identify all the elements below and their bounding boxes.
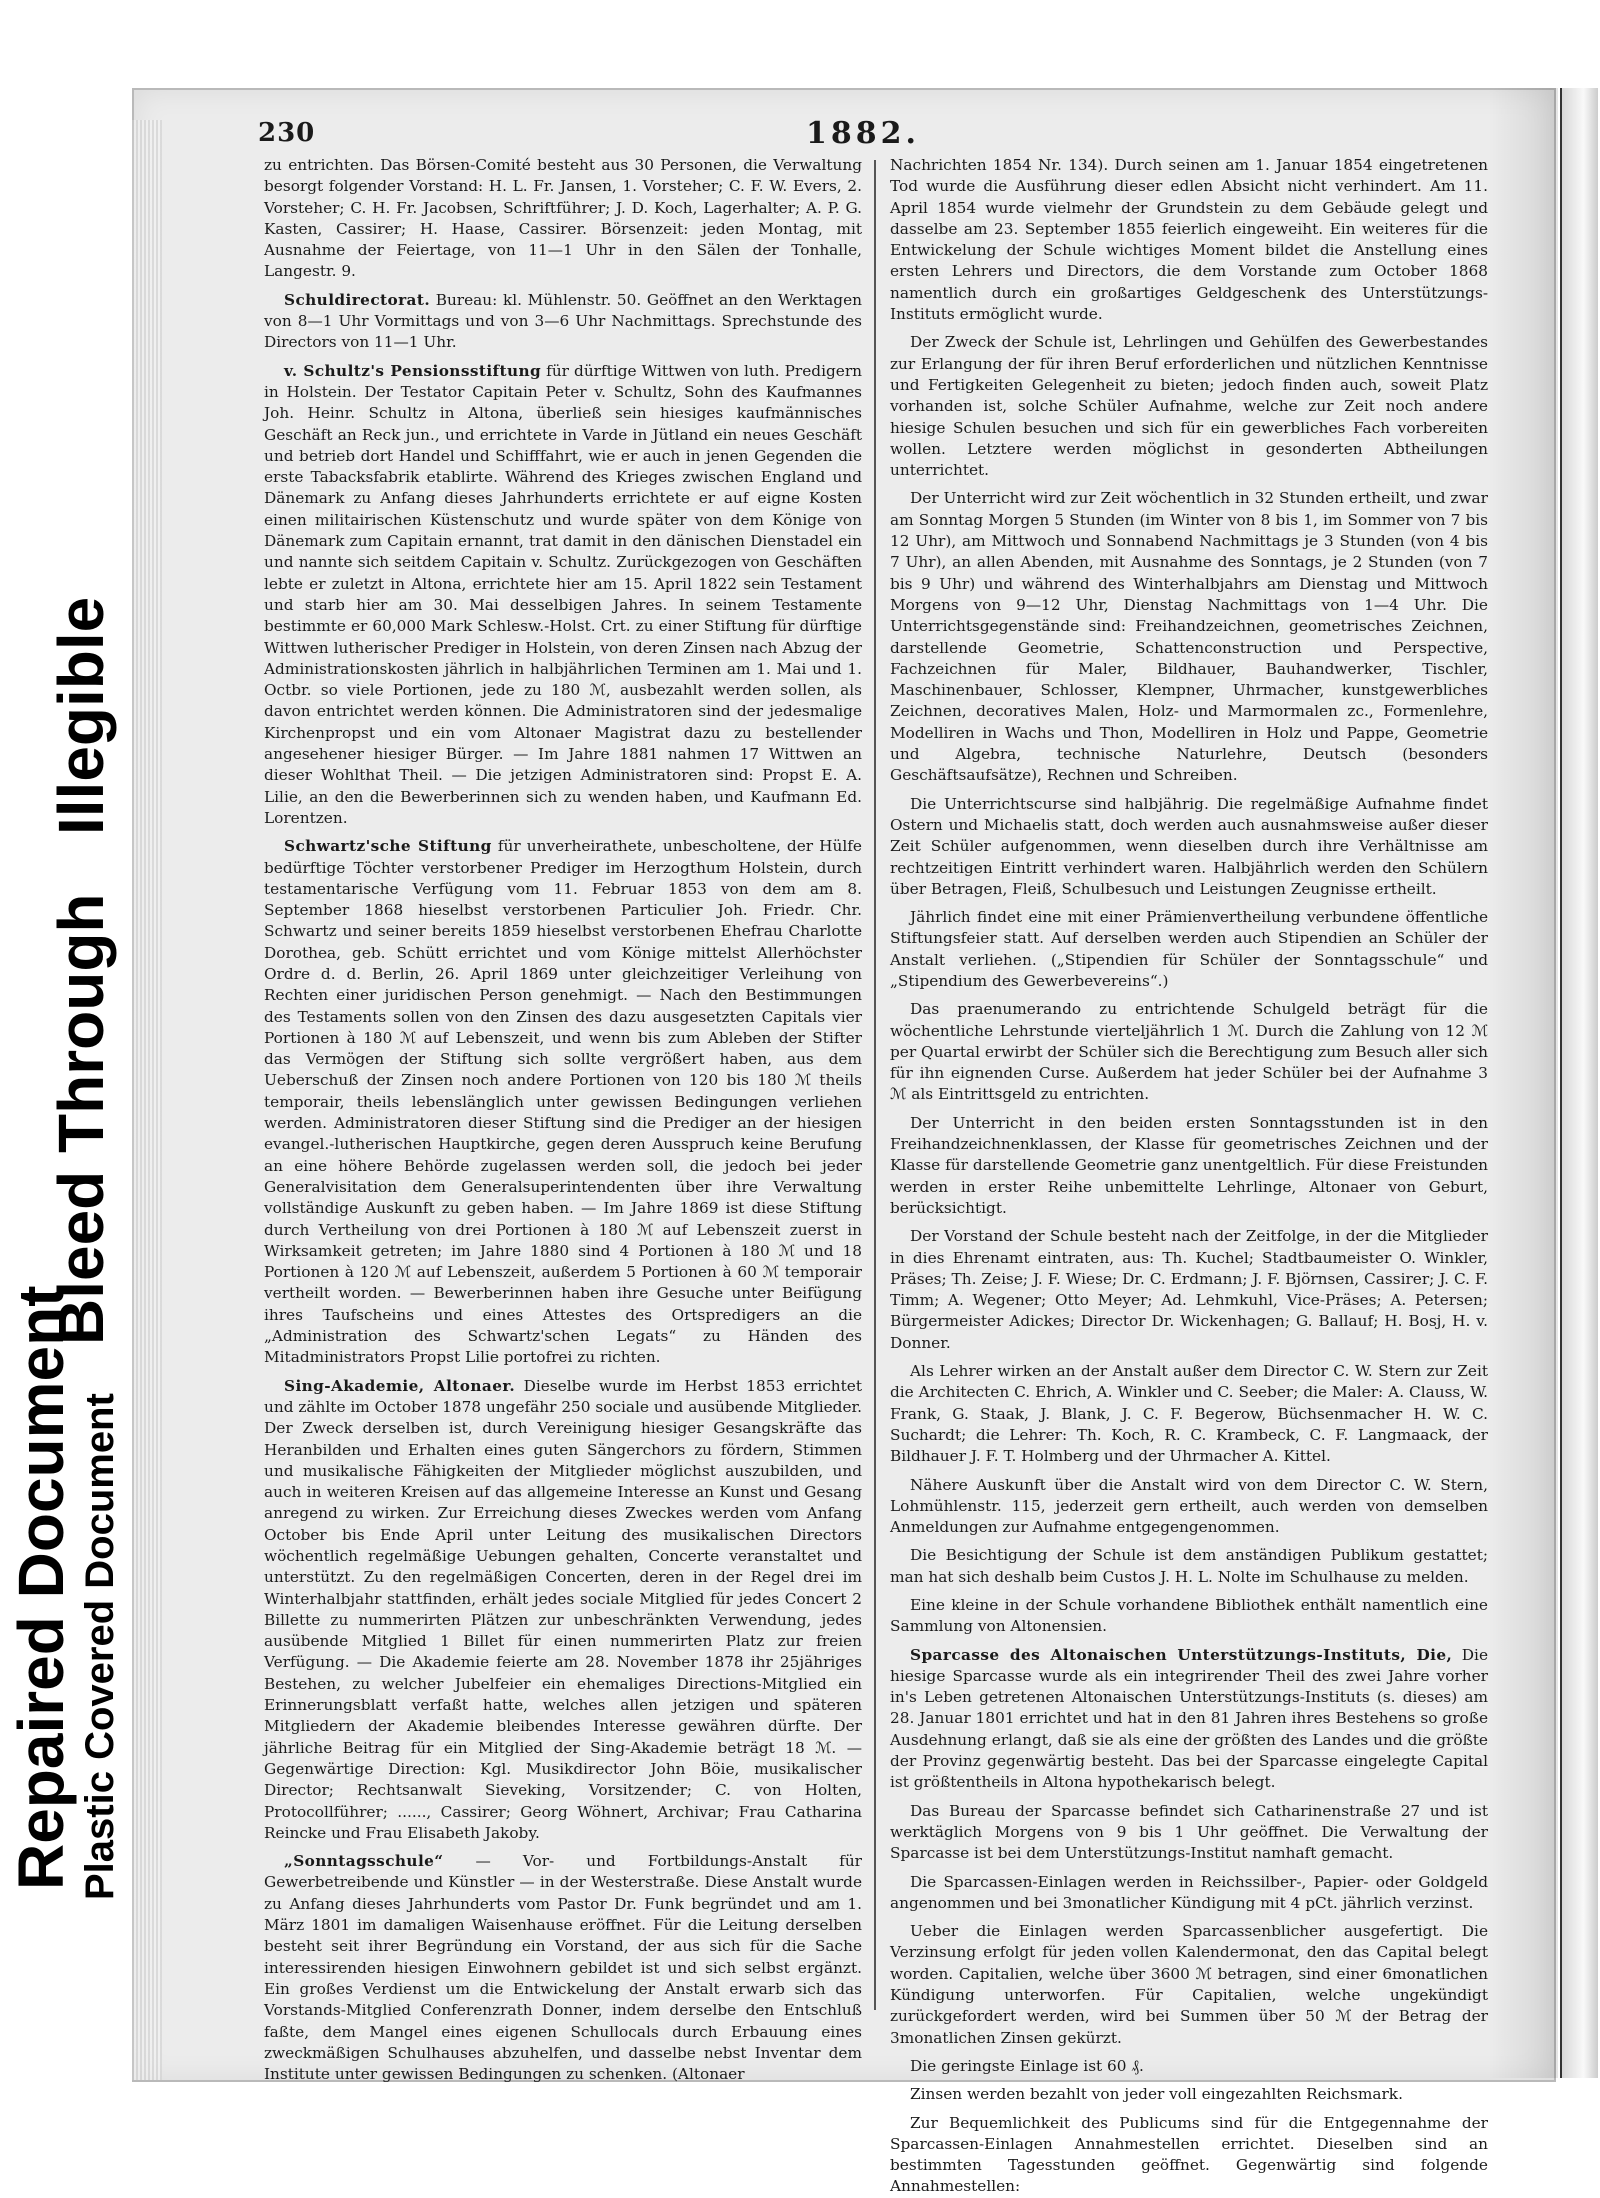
right-para-15: Die Sparcassen-Einlagen werden in Reichssilber-, Papier- oder Goldgeld angenommen und bei 3monatlicher Kündigung mit 4 pCt. jährlich verzinst. bbox=[890, 1872, 1488, 1912]
right-para-17: Die geringste Einlage ist 60 ₰. bbox=[910, 2056, 1144, 2075]
schuldirectorat-text: Bureau: kl. Mühlenstr. 50. Geöffnet an den Werktagen von 8—1 Uhr Vormittags und von 3—6 Uhr Nachmittags. Sprechstunde des Directors von 11—1 Uhr. bbox=[264, 290, 862, 352]
schwartz-text: für unverheirathete, unbescholtene, der Hülfe bedürftige Töchter verstorbener Prediger im Herzogthum Holstein, durch testamentarische Verfügung vom 11. Februar 1853 von dem am 8. September 1868 hieselbst verstorbenen Particulier Joh. Friedr. Chr. Schwartz und seiner bereits 1859 hieselbst verstorbenen Ehefrau Charlotte Dorothea, geb. Schütt errichtet und vom Könige mittelst Allerhöchster Ordre d. d. Berlin, 26. April 1869 unter gleichzeitiger Verleihung von Rechten einer juridischen Person genehmigt. — Nach den Bestimmungen des Testaments sollen von den Zinsen des dazu ausgesetzten Capitals vier Portionen à 180 ℳ auf Lebenszeit, und wenn bis zum Ableben der Stifter das Vermögen der Stiftung sich sollte vergrößert haben, aus dem Ueberschuß der Zinsen noch andere Portionen von 120 bis 180 ℳ theils temporair, theils lebenslänglich unter gewissen Bedingungen verliehen werden. Administratoren dieser Stiftung sind die Prediger an der hiesigen evangel.-lutherischen Hauptkirche, gegen deren Ausspruch keine Berufung an eine höhere Behörde zugelassen werden soll, die jedoch bei jeder Generalvisitation dem Generalsuperintendenten über ihre Verwaltung vollständige Auskunft zu geben haben. — Im Jahre 1869 ist diese Stiftung durch Vertheilung von drei Portionen à 180 ℳ auf Lebenszeit zuerst in Wirksamkeit getreten; im Jahre 1880 sind 4 Portionen à 180 ℳ und 18 Portionen à 120 ℳ auf Lebenszeit, außerdem 5 Portionen à 60 ℳ temporair vertheilt worden. — Bewerberinnen haben ihre Gesuche unter Beifügung ihres Taufscheins und eines Attestes des Ortspredigers an die „Administration des Schwartz'schen Legats“ zu Händen des Mitadministrators Propst Lilie portofrei zu richten. bbox=[264, 837, 862, 1367]
schultz-text: für dürftige Wittwen von luth. Predigern in Holstein. Der Testator Capitain Peter v. Schultz, Sohn des Kaufmannes Joh. Heinr. Schultz in Altona, überließ sein hiesiges kaufmännisches Geschäft an Reck jun., und errichtete in Varde in Jütland ein neues Geschäft und betrieb dort Handel und Schifffahrt, wie er auch in jenen Gegenden die erste Tabacksfabrik etablirte. Während des Krieges zwischen England und Dänemark zu Anfang dieses Jahrhunderts errichtete er auf eigne Kosten einen militairischen Küstenschutz und wurde später von dem Könige von Dänemark zum Capitain ernannt, trat damit in den dänischen Dienstadel ein und nannte sich seitdem Capitain v. Schultz. Zurückgezogen von Geschäften lebte er zuletzt in Altona, errichtete hier am 15. April 1822 sein Testament und starb hier am 30. Mai desselbigen Jahres. In seinem Testamente bestimmte er 60,000 Mark Schlesw.-Holst. Crt. zu einer Stiftung für dürftige Wittwen lutherischer Prediger in Holstein, von deren Zinsen nach Abzug der Administrationskosten jährlich in halbjährlichen Terminen am 1. Mai und 1. Octbr. so viele Portionen, jede zu 180 ℳ, ausbezahlt werden sollen, als davon entrichtet werden können. Die Administratoren sind der jedesmalige Kirchenpropst und ein vom Altonaer Magistrat dazu zu bestellender angesehener hiesiger Bürger. — Im Jahre 1881 nahmen 17 Wittwen an dieser Wohlthat Theil. — Die jetzigen Administratoren sind: Propst E. A. Lilie, an den die Bewerberinnen sich zu wenden haben, und Kaufmann Ed. Lorentzen. bbox=[264, 361, 862, 827]
page-stack-edges bbox=[132, 120, 162, 2080]
right-para-3: Der Unterricht wird zur Zeit wöchentlich in 32 Stunden ertheilt, und zwar am Sonntag Morgen 5 Stunden (im Winter von 8 bis 1, im Sommer von 7 bis 12 Uhr), am Mittwoch und Sonnabend Nachmittags je 3 Stunden (von 4 bis 7 Uhr), an allen Abenden, mit Ausnahme des Sonntags, je 2 Stunden (von 7 bis 9 Uhr) und während des Winterhalbjahrs am Dienstag und Mittwoch Morgens von 9—12 Uhr, Dienstag Nachmittags von 1—4 Uhr. Die Unterrichtsgegenstände sind: Freihandzeichnen, geometrisches Zeichnen, darstellende Geometrie, Schattenconstruction und Perspective, Fachzeichnen für Maler, Bildhauer, Bauhandwerker, Tischler, Maschinenbauer, Schlosser, Klempner, Uhrmacher, kunstgewerbliches Zeichnen, decoratives Malen, Holz- und Marmormalen zc., Formenlehre, Modelliren in Wachs und Thon, Modelliren in Holz und Pappe, Geometrie und Algebra, technische Naturlehre, Deutsch (besonders Geschäftsaufsätze), Rechnen und Schreiben. bbox=[890, 489, 1488, 785]
sonntagsschule-heading: „Sonntagsschule“ bbox=[284, 1852, 444, 1871]
right-para-18: Zinsen werden bezahlt von jeder voll eingezahlten Reichsmark. bbox=[910, 2085, 1403, 2104]
right-para-5: Jährlich findet eine mit einer Prämienvertheilung verbundene öffentliche Stiftungsfeier statt. Auf derselben werden auch Stipendien an Schüler der Anstalt verliehen. („Stipendien für Schüler der Sonntagsschule“ und „Stipendium des Gewerbevereins“.) bbox=[890, 908, 1488, 990]
schultz-heading: v. Schultz's Pensionsstiftung bbox=[284, 361, 542, 380]
illegible-label: Illegible bbox=[45, 596, 117, 835]
sing-akademie-text: Dieselbe wurde im Herbst 1853 errichtet und zählte im October 1878 ungefähr 250 sociale und ausübende Mitglieder. Der Zweck derselben ist, durch Vereinigung hiesiger Gesangskräfte das Heranbilden und Erhalten eines guten Sängerchors zu fördern, Stimmen und musikalische Fähigkeiten der Mitglieder möglichst auszubilden, und auch in weiteren Kreisen auf das allgemeine Interesse an Kunst und Gesang anregend zu wirken. Zur Erreichung dieses Zweckes werden vom Anfang October bis Ende April unter Leitung des musikalischen Directors wöchentlich regelmäßige Uebungen gehalten, Concerte veranstaltet und unterstützt. Zu den regelmäßigen Concerten, deren in der Regel drei im Winterhalbjahr stattfinden, erhält jedes sociale Mitglied für jedes Concert 2 Billette zu nummerirten Plätzen zur unbeschränkten Verwendung, jedes ausübende Mitglied 1 Billet für einen nummerirten Platz zur freien Verfügung. — Die Akademie feierte am 28. November 1878 ihr 25jähriges Bestehen, zu welcher Jubelfeier ein ehemaliges Directions-Mitglied ein Erinnerungsblatt verfaßt hatte, welches allen jetzigen und späteren Mitgliedern der Akademie bleibendes Interesse gewähren dürfte. Der jährliche Beitrag für ein Mitglied der Sing-Akademie beträgt 18 ℳ. — Gegenwärtige Direction: Kgl. Musikdirector John Böie, musikalischer Director; Rechtsanwalt Sieveking, Vorsitzender; C. von Holten, Protocollführer; ......, Cassirer; Georg Wöhnert, Archivar; Frau Catharina Reincke und Frau Elisabeth Jakoby. bbox=[264, 1376, 862, 1842]
right-column bbox=[890, 155, 1488, 2196]
page-number: 230 bbox=[258, 118, 316, 148]
scanner-label-strip bbox=[0, 0, 130, 2177]
right-para-12: Eine kleine in der Schule vorhandene Bibliothek enthält namentlich eine Sammlung von Altonensien. bbox=[890, 1596, 1488, 1636]
right-para-4: Die Unterrichtscurse sind halbjährig. Die regelmäßige Aufnahme findet Ostern und Michaelis statt, doch werden auch ausnahmsweise außer dieser Zeit Schüler aufgenommen, wenn dieselben durch ihre Verhältnisse am rechtzeitigen Eintritt verhindert waren. Halbjährlich werden den Schülern über Betragen, Fleiß, Schulbesuch und Leistungen Zeugnisse ertheilt. bbox=[890, 794, 1488, 898]
right-para-11: Die Besichtigung der Schule ist dem anständigen Publikum gestattet; man hat sich deshalb beim Custos J. H. L. Nolte im Schulhause zu melden. bbox=[890, 1546, 1488, 1586]
page-shadow bbox=[1488, 88, 1558, 2078]
book-right-edge bbox=[1560, 88, 1598, 2078]
right-para-19: Zur Bequemlichkeit des Publicums sind für die Entgegennahme der Sparcassen-Einlagen Annahmestellen errichtet. Dieselben sind an bestimmten Tagesstunden geöffnet. Gegenwärtig sind folgende Annahmestellen: bbox=[890, 2113, 1488, 2196]
right-para-14: Das Bureau der Sparcasse befindet sich Catharinenstraße 27 und ist werktäglich Morgens von 9 bis 1 Uhr geöffnet. Die Verwaltung der Sparcasse ist bei dem Unterstützungs-Institut namhaft gemacht. bbox=[890, 1801, 1488, 1863]
right-para-10: Nähere Auskunft über die Anstalt wird von dem Director C. W. Stern, Lohmühlenstr. 115, jederzeit gern ertheilt, auch werden von demselben Anmeldungen zur Aufnahme entgegengenommen. bbox=[890, 1475, 1488, 1537]
right-para-1: Nachrichten 1854 Nr. 134). Durch seinen am 1. Januar 1854 eingetretenen Tod wurde die Ausführung dieser edlen Absicht nicht verhindert. Am 11. April 1854 wurde vielmehr der Grundstein zu dem Gebäude gelegt und dasselbe am 23. September 1855 feierlich eingeweiht. Ein weiteres für die Entwickelung der Schule wichtiges Moment bildet die Anstellung eines ersten Lehrers und Directors, die dem Vorstande zum October 1868 namentlich durch ein großartiges Geldgeschenk des Unterstützungs-Instituts ermöglicht wurde. bbox=[890, 156, 1488, 324]
right-para-6: Das praenumerando zu entrichtende Schulgeld beträgt für die wöchentliche Lehrstunde vierteljährlich 1 ℳ. Durch die Zahlung von 12 ℳ per Quartal erwirbt der Schüler sich die Berechtigung zum Besuch aller sich für ihn eignenden Curse. Außerdem hat jeder Schüler bei der Aufnahme 3 ℳ als Eintrittsgeld zu entrichten. bbox=[890, 1000, 1488, 1104]
sparcasse-heading: Sparcasse des Altonaischen Unterstützungs-Instituts, Die, bbox=[910, 1645, 1453, 1664]
plastic-covered-document-label: Plastic Covered Document bbox=[78, 1393, 122, 1900]
left-column bbox=[264, 155, 862, 2084]
schuldirectorat-heading: Schuldirectorat. bbox=[284, 290, 431, 309]
right-para-8: Der Vorstand der Schule besteht nach der Zeitfolge, in der die Mitglieder in dies Ehrenamt eintraten, aus: Th. Kuchel; Stadtbaumeister O. Winkler, Präses; Th. Zeise; J. F. Wiese; Dr. C. Erdmann; J. F. Björnsen, Cassirer; J. C. F. Timm; A. Wegener; Otto Meyer; Ad. Lehmkuhl, Vice-Präses; A. Petersen; Bürgermeister Adickes; Director Dr. Wickenhagen; G. Ballauf; H. Bosj, H. v. Donner. bbox=[890, 1227, 1488, 1352]
page-year: 1882. bbox=[806, 116, 920, 151]
right-para-2: Der Zweck der Schule ist, Lehrlingen und Gehülfen des Gewerbestandes zur Erlangung der für ihren Beruf erforderlichen und nützlichen Kenntnisse und Fertigkeiten Gelegenheit zu bieten; jedoch finden auch, soweit Platz vorhanden ist, solche Schüler Aufnahme, welche zur Zeit noch andere hiesige Schulen besuchen und sich für ein gewerbliches Fach vorbereiten wollen. Letztere werden möglichst in gesonderten Abtheilungen unterrichtet. bbox=[890, 333, 1488, 480]
column-divider bbox=[874, 160, 876, 2010]
sparcasse-text: Die hiesige Sparcasse wurde als ein integrirender Theil des zwei Jahre vorher in's Leben getretenen Altonaischen Unterstützungs-Instituts (s. dieses) am 28. Januar 1801 errichtet und hat in den 81 Jahren ihres Bestehens so große Ausdehnung erlangt, daß sie als eine der größten des Landes und die größte der Provinz gegenwärtig besteht. Das bei der Sparcasse eingelegte Capital ist größtentheils in Altona hypothekarisch belegt. bbox=[890, 1645, 1488, 1792]
bleed-through-label: Bleed Through bbox=[45, 893, 117, 1345]
right-para-7: Der Unterricht in den beiden ersten Sonntagsstunden ist in den Freihandzeichnenklassen, der Klasse für geometrisches Zeichnen und der Klasse für darstellende Geometrie ganz unentgeltlich. Für diese Freistunden werden in erster Reihe unbemittelte Lehrlinge, Altonaer von Geburt, berücksichtigt. bbox=[890, 1113, 1488, 1217]
right-para-9: Als Lehrer wirken an der Anstalt außer dem Director C. W. Stern zur Zeit die Architecten C. Ehrich, A. Winkler und C. Seeber; die Maler: A. Clauss, W. Frank, G. Staak, J. Blank, J. C. F. Begerow, Büchsenmacher H. W. C. Suchardt; die Lehrer: Th. Koch, R. C. Krambeck, C. F. Langmaack, der Bildhauer J. F. T. Holmberg und der Uhrmacher A. Kittel. bbox=[890, 1362, 1488, 1466]
repaired-document-label: Repaired Document bbox=[5, 1285, 77, 1890]
sonntagsschule-text: — Vor- und Fortbildungs-Anstalt für Gewerbetreibende und Künstler — in der Westerstraße. Diese Anstalt wurde zu Anfang dieses Jahrhunderts vom Pastor Dr. Funk begründet und am 1. März 1801 im damaligen Waisenhause eröffnet. Für die Leitung derselben besteht seit ihrer Begründung ein Vorstand, der aus sich für die Sache interessirenden hiesigen Einwohnern gebildet ist und sich selbst ergänzt. Ein großes Verdienst um die Entwickelung der Anstalt erwarb sich das Vorstands-Mitglied Conferenzrath Donner, indem derselbe den Entschluß faßte, dem Mangel eines eigenen Schullocals durch Erbauung eines zweckmäßigen Schulhauses abzuhelfen, und dasselbe nebst Inventar dem Institute unter gewissen Bedingungen zu schenken. (Altonaer bbox=[264, 1852, 862, 2084]
sing-akademie-heading: Sing-Akademie, Altonaer. bbox=[284, 1376, 516, 1395]
right-para-16: Ueber die Einlagen werden Sparcassenblicher ausgefertigt. Die Verzinsung erfolgt für jeden vollen Kalendermonat, den das Capital belegt worden. Capitalien, welche über 3600 ℳ betragen, sind einer 6monatlichen Kündigung unterworfen. Für Capitalien, welche ungekündigt zurückgefordert werden, wird bei Summen über 50 ℳ der Betrag der 3monatlichen Zinsen gekürzt. bbox=[890, 1922, 1488, 2047]
schwartz-heading: Schwartz'sche Stiftung bbox=[284, 837, 492, 856]
boersen-comite-text: zu entrichten. Das Börsen-Comité besteht aus 30 Personen, die Verwaltung besorgt folgender Vorstand: H. L. Fr. Jansen, 1. Vorsteher; C. F. W. Evers, 2. Vorsteher; C. H. Fr. Jacobsen, Schriftführer; J. D. Koch, Lagerhalter; A. P. G. Kasten, Cassirer; H. Haase, Cassirer. Börsenzeit: jeden Montag, mit Ausnahme der Feiertage, von 11—1 Uhr in den Sälen der Tonhalle, Langestr. 9. bbox=[264, 156, 862, 281]
